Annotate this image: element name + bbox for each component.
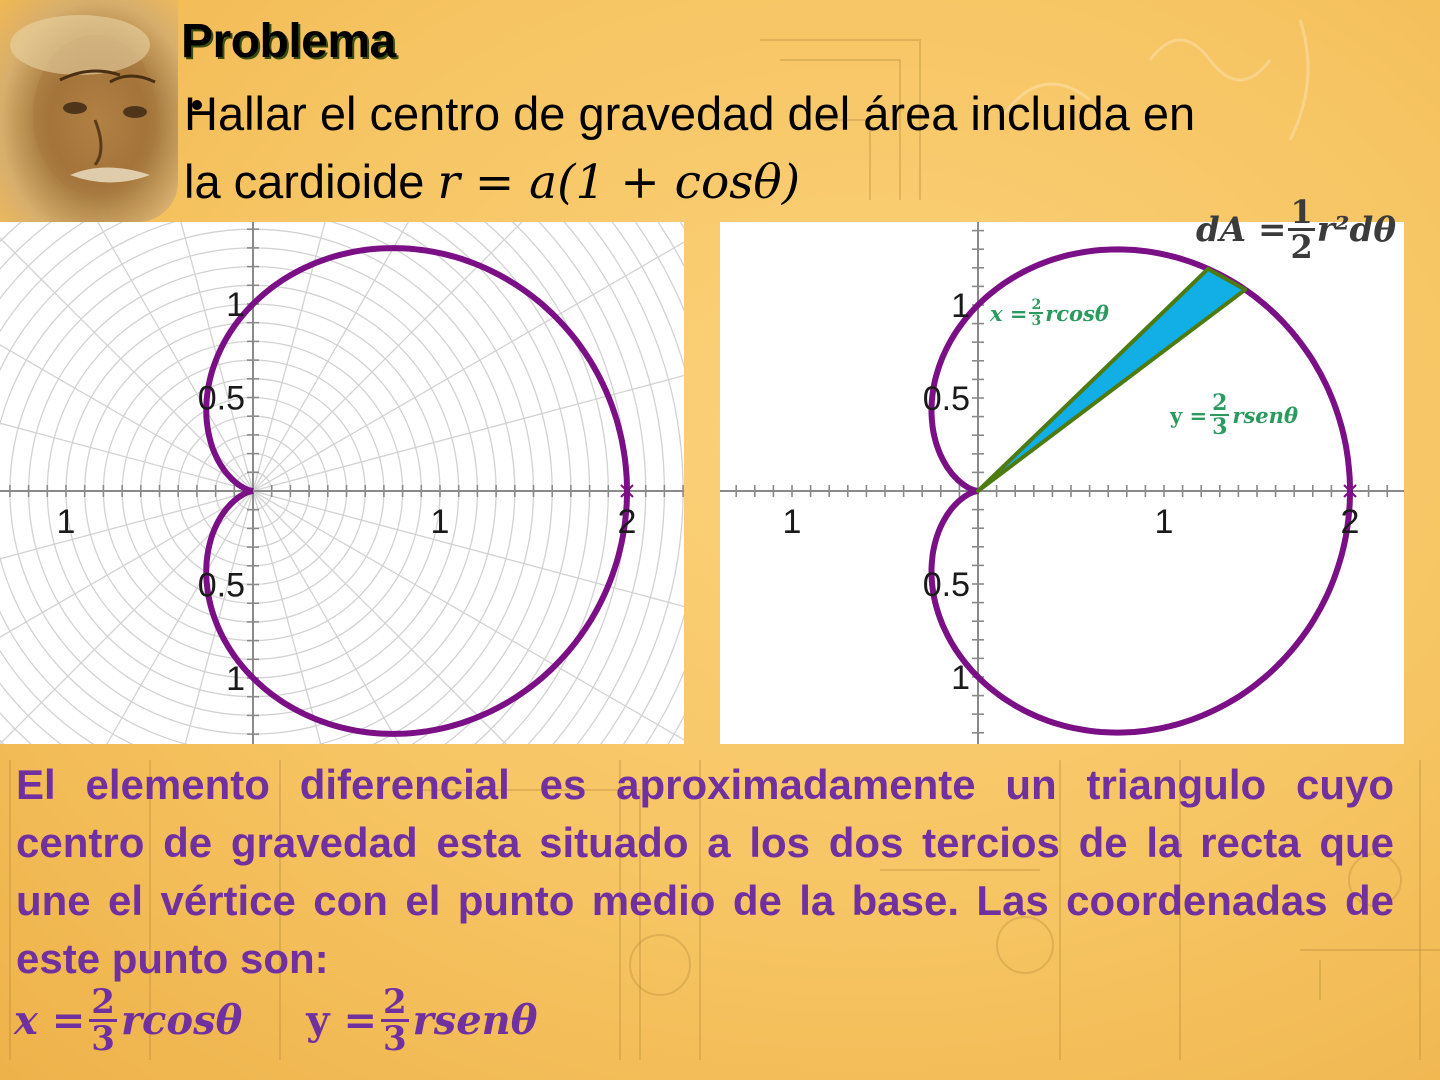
x-annot-lhs: x = xyxy=(990,300,1028,326)
x-annot-denominator: 3 xyxy=(1031,313,1042,329)
y-eq-denominator: 3 xyxy=(382,1019,407,1059)
y-tick-label: 1 xyxy=(951,287,970,325)
slide-title: Problema xyxy=(181,15,396,68)
statement-line-2: la cardioide xyxy=(184,155,438,208)
y-tick-label: 0.5 xyxy=(197,566,245,605)
x-tick-label: 1 xyxy=(430,503,450,541)
x-annot-rhs: rcosθ xyxy=(1045,300,1109,326)
x-eq-denominator: 3 xyxy=(91,1019,115,1059)
y-annot-numerator: 2 xyxy=(1212,390,1228,416)
x-eq-fraction xyxy=(89,982,117,1059)
polar-plot-left xyxy=(0,222,684,744)
dA-numerator: 1 xyxy=(1290,193,1313,231)
centroid-result xyxy=(14,982,538,1059)
x-annot-fraction xyxy=(1029,298,1043,328)
y-centroid-annotation xyxy=(1170,392,1298,438)
y-centroid-equation xyxy=(306,982,538,1059)
y-tick-label: 1 xyxy=(226,660,245,698)
x-eq-lhs: x = xyxy=(14,997,86,1044)
y-eq-numerator: 2 xyxy=(382,982,407,1022)
y-tick-label: 0.5 xyxy=(197,379,245,418)
y-tick-label: 0.5 xyxy=(922,566,970,604)
x-annot-numerator: 2 xyxy=(1031,297,1042,313)
x-tick-label: 1 xyxy=(1154,503,1174,541)
dA-lhs: dA = xyxy=(1195,209,1287,250)
x-eq-numerator: 2 xyxy=(91,982,115,1022)
left-polar-grid xyxy=(0,222,684,744)
y-annot-fraction xyxy=(1210,392,1229,438)
statement-line-1: Hallar el centro de gravedad del área incluida en xyxy=(184,87,1196,140)
y-tick-label: 1 xyxy=(226,286,245,324)
y-eq-rhs: rsenθ xyxy=(412,997,538,1044)
cardioid-chart-left xyxy=(0,222,684,744)
portrait-face-icon xyxy=(0,0,178,222)
x-tick-label: 1 xyxy=(782,503,802,541)
y-eq-lhs: y = xyxy=(306,997,377,1044)
x-tick-label: 2 xyxy=(1340,503,1360,541)
dA-rhs: r²dθ xyxy=(1316,209,1396,250)
y-annot-denominator: 3 xyxy=(1212,414,1228,440)
cardioid-equation: r = a(1 + cosθ) xyxy=(437,155,801,210)
y-annot-rhs: rsenθ xyxy=(1232,402,1298,428)
dA-formula xyxy=(1195,193,1396,266)
x-eq-rhs: rcosθ xyxy=(120,997,243,1044)
y-tick-label: 1 xyxy=(951,659,970,697)
dA-denominator: 2 xyxy=(1290,228,1313,266)
y-annot-lhs: y = xyxy=(1170,402,1208,428)
explanation-text: El elemento diferencial es aproximadamente un triangulo cuyo centro de gravedad esta situado a los dos tercios de la recta que une el vértice con el punto medio de la base. Las coordenadas de este punto son: xyxy=(16,761,1394,982)
y-tick-label: 0.5 xyxy=(922,380,970,418)
x-tick-label: 2 xyxy=(617,503,637,541)
x-centroid-equation xyxy=(14,982,243,1059)
einstein-portrait xyxy=(0,0,178,222)
x-tick-label: 1 xyxy=(56,503,76,541)
x-centroid-annotation xyxy=(990,298,1109,328)
dA-fraction xyxy=(1288,193,1314,266)
y-eq-fraction xyxy=(381,982,409,1059)
